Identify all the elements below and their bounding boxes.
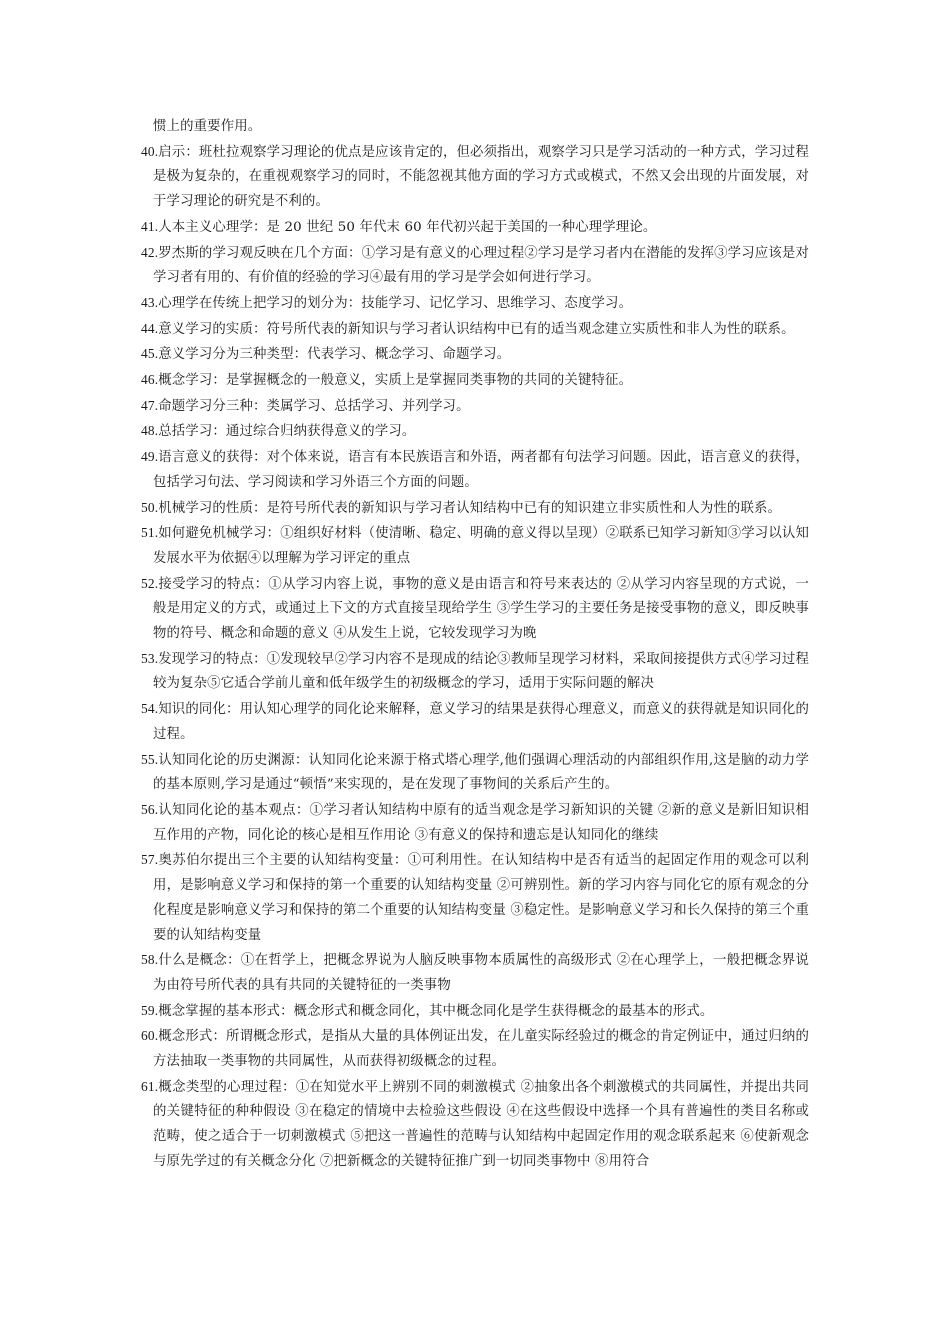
item-text: 惯上的重要作用。 [153,119,262,134]
list-item-60 [141,1024,809,1074]
item-number: 59. [141,1002,159,1018]
list-item-48 [141,419,809,445]
item-number: 41. [141,218,159,234]
list-item-43 [141,291,809,317]
list-item-52 [141,572,809,647]
list-item-46 [141,368,809,394]
list-item-continuation [141,115,809,140]
item-number: 43. [141,294,159,310]
item-number: 52. [141,575,159,591]
list-item-53 [141,647,809,697]
item-number: 55. [141,751,159,767]
list-item-50 [141,496,809,522]
list-item-49 [141,445,809,495]
item-text: 接受学习的特点：①从学习内容上说，事物的意义是由语言和符号来表达的 ②从学习内容呈现的方式说，一般是用定义的方式，或通过上下文的方式直接呈现给学生 ③学生学习的主要任务是接受事物的意义，即反映事物的符号、概念和命题的意义 ④从发生上说，它较发现学习为晚 [153,576,809,642]
item-text: 知识的同化：用认知心理学的同化论来解释，意义学习的结果是获得心理意义，而意义的获得就是知识同化的过程。 [153,702,809,742]
item-number: 47. [141,397,159,413]
list-item-61 [141,1075,809,1175]
item-number: 46. [141,372,159,388]
list-item-59 [141,999,809,1025]
item-text: 概念类型的心理过程：①在知觉水平上辨别不同的刺激模式 ②抽象出各个刺激模式的共同属性，并提出共同的关键特征的种种假设 ③在稳定的情境中去检验这些假设 ④在这些假设中选择一个具有普遍性的类目名称或范畴，使之适合于一切刺激模式 ⑤把这一普遍性的范畴与认知结构中起固定作用的观念联系起来 ⑥使新观念与原先学过的有关概念分化 ⑦把新概念的关键特征推广到一切同类事物中 ⑧用符合 [153,1079,809,1169]
list-item-42 [141,241,809,291]
item-text: 意义学习的实质：符号所代表的新知识与学习者认识结构中已有的适当观念建立实质性和非人为性的联系。 [158,321,795,337]
item-text: 语言意义的获得：对个体来说，语言有本民族语言和外语，两者都有句法学习问题。因此，语言意义的获得，包括学习句法、学习阅读和学习外语三个方面的问题。 [153,450,809,490]
item-number: 40. [141,143,159,159]
item-number: 53. [141,650,159,666]
list-item-57 [141,848,809,948]
item-text: 什么是概念：①在哲学上，把概念界说为人脑反映事物本质属性的高级形式 ②在心理学上，一般把概念界说为由符号所代表的具有共同的关键特征的一类事物 [153,953,809,993]
list-item-58 [141,948,809,998]
item-number: 42. [141,244,159,260]
list-item-54 [141,697,809,747]
item-text: 意义学习分为三种类型：代表学习、概念学习、命题学习。 [158,347,511,363]
item-number: 48. [141,423,159,439]
list-item-56 [141,798,809,848]
item-number: 60. [141,1028,159,1044]
item-text: 概念掌握的基本形式：概念形式和概念同化，其中概念同化是学生获得概念的最基本的形式。 [158,1003,714,1019]
item-number: 44. [141,320,159,336]
item-text: 概念学习：是掌握概念的一般意义，实质上是掌握同类事物的共同的关键特征。 [158,373,633,389]
item-text: 人本主义心理学：是 20 世纪 50 年代末 60 年代初兴起于美国的一种心理学理论。 [158,219,657,235]
item-text: 认知同化论的历史渊源：认知同化论来源于格式塔心理学,他们强调心理活动的内部组织作用,这是脑的动力学的基本原则,学习是通过“顿悟”来实现的，是在发现了事物间的关系后产生的。 [153,752,809,793]
item-number: 58. [141,952,159,968]
list-item-45 [141,342,809,368]
list-item-51 [141,521,809,571]
list-item-44 [141,317,809,343]
list-item-47 [141,394,809,420]
item-text: 启示：班杜拉观察学习理论的优点是应该肯定的，但必须指出，观察学习只是学习活动的一种方式，学习过程是极为复杂的，在重视观察学习的同时，不能忽视其他方面的学习方式或模式，不然又会出现的片面发展，对于学习理论的研究是不利的。 [153,144,809,210]
list-item-55 [141,748,809,798]
item-text: 概念形式：所谓概念形式，是指从大量的具体例证出发，在儿童实际经验过的概念的肯定例证中，通过归纳的方法抽取一类事物的共同属性，从而获得初级概念的过程。 [153,1029,809,1070]
list-item-40 [141,140,809,215]
item-number: 45. [141,346,159,362]
item-text: 奥苏伯尔提出三个主要的认知结构变量：①可利用性。在认知结构中是否有适当的起固定作用的观念可以利用，是影响意义学习和保持的第一个重要的认知结构变量 ②可辨别性。新的学习内容与同化它的原有观念的分化程度是影响意义学习和保持的第二个重要的认知结构变量 ③稳定性。是影响意义学习和长久保持的第三个重要的认知结构变量 [153,853,809,943]
item-text: 如何避免机械学习：①组织好材料（使清晰、稳定、明确的意义得以呈现）②联系已知学习新知③学习以认知发展水平为依据④以理解为学习评定的重点 [153,526,809,566]
item-number: 54. [141,701,159,717]
item-number: 57. [141,852,159,868]
document-body [141,115,809,1175]
list-item-41 [141,215,809,241]
item-number: 56. [141,801,159,817]
item-text: 发现学习的特点：①发现较早②学习内容不是现成的结论③教师呈现学习材料，采取间接提供方式④学习过程较为复杂⑤它适合学前儿童和低年级学生的初级概念的学习，适用于实际问题的解决 [153,651,809,692]
item-text: 罗杰斯的学习观反映在几个方面：①学习是有意义的心理过程②学习是学习者内在潜能的发挥③学习应该是对学习者有用的、有价值的经验的学习④最有用的学习是学会如何进行学习。 [153,245,809,286]
item-text: 心理学在传统上把学习的划分为：技能学习、记忆学习、思维学习、态度学习。 [158,295,633,311]
item-number: 61. [141,1078,159,1094]
item-text: 机械学习的性质：是符号所代表的新知识与学习者认知结构中已有的知识建立非实质性和人为性的联系。 [158,500,782,516]
item-number: 51. [141,525,159,541]
item-text: 认知同化论的基本观点：①学习者认知结构中原有的适当观念是学习新知识的关键 ②新的意义是新旧知识相互作用的产物，同化论的核心是相互作用论 ③有意义的保持和遗忘是认知同化的继续 [153,802,809,843]
item-number: 49. [141,449,159,465]
item-text: 总括学习：通过综合归纳获得意义的学习。 [158,424,416,440]
item-text: 命题学习分三种：类属学习、总括学习、并列学习。 [158,398,470,414]
item-number: 50. [141,499,159,515]
